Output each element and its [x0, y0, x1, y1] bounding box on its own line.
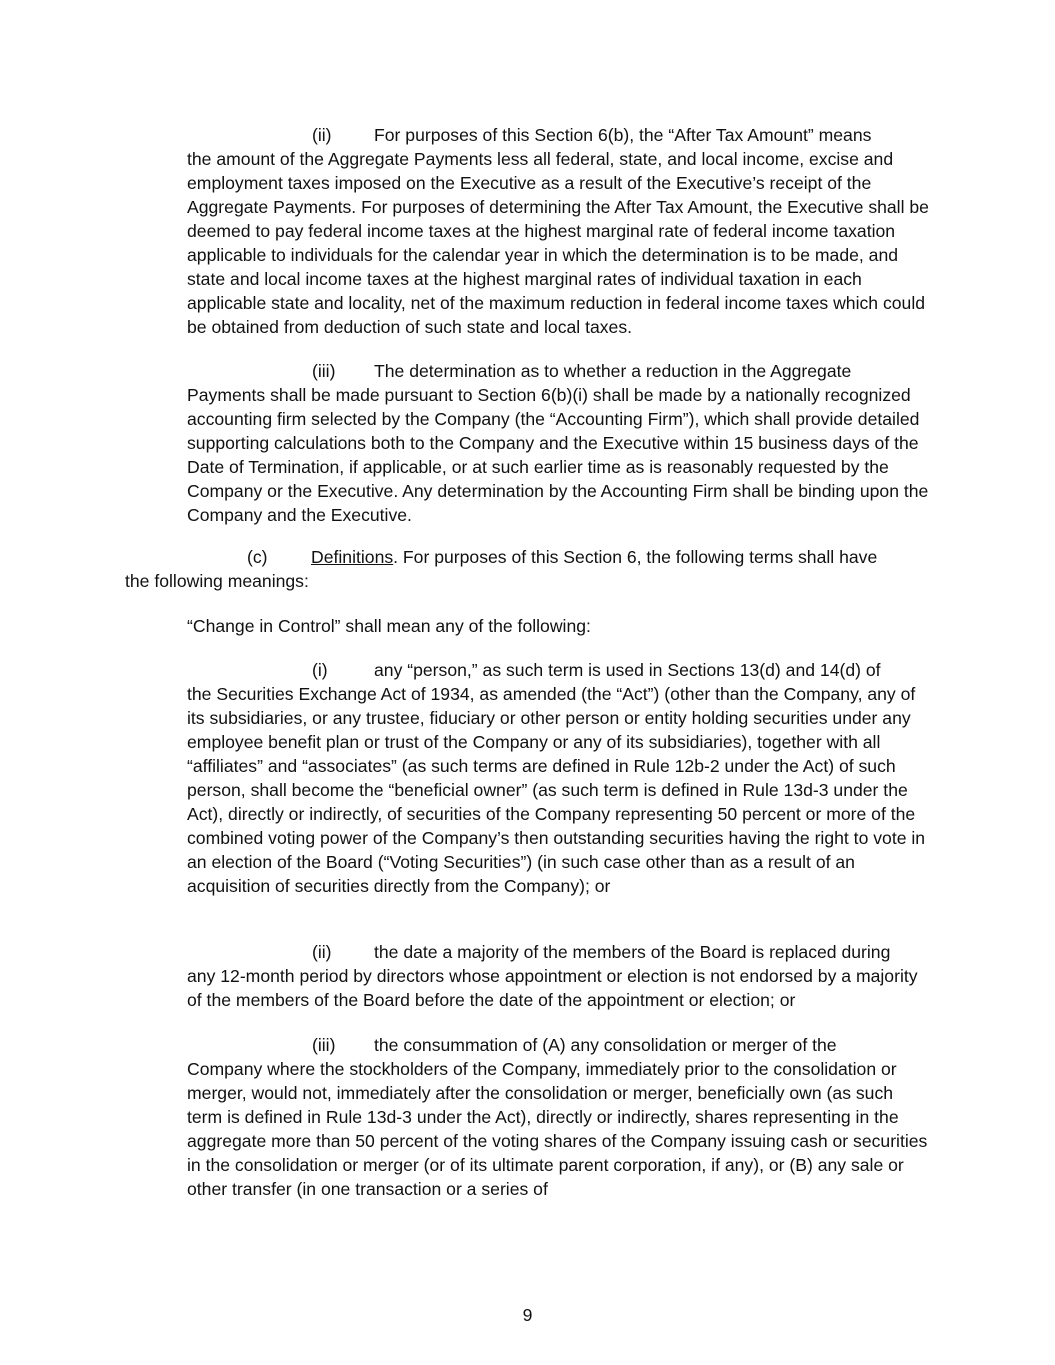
paragraph-label: (iii): [312, 1035, 336, 1055]
paragraph-consummation: [187, 1033, 932, 1201]
paragraph-first-line: the date a majority of the members of the Board is replaced during: [374, 942, 891, 962]
paragraph-definitions: [125, 545, 935, 593]
paragraph-body: the Securities Exchange Act of 1934, as amended (the “Act”) (other than the Company, any of its subsidiaries, or any trustee, fiduciary or other person or entity holding securities under any employee benefit plan or trust of the Company or any of its subsidiaries), together with all “affiliates” and “associates” (as such terms are defined in Rule 12b-2 under the Act) of such person, shall become the “beneficial owner” (as such term is defined in Rule 13d-3 under the Act), directly or indirectly, of securities of the Company representing 50 percent or more of the combined voting power of the Company’s then outstanding securities having the right to vote in an election of the Board (“Voting Securities”) (in such case other than as a result of an acquisition of securities directly from the Company); or: [187, 684, 926, 896]
paragraph-first-line: . For purposes of this Section 6, the following terms shall have: [393, 547, 878, 567]
paragraph-first-line: the consummation of (A) any consolidation or merger of the: [374, 1035, 837, 1055]
paragraph-label: (i): [312, 660, 328, 680]
page-number: 9: [522, 1305, 533, 1325]
paragraph-first-line: The determination as to whether a reduction in the Aggregate: [374, 361, 852, 381]
paragraph-body: the amount of the Aggregate Payments less all federal, state, and local income, excise and employment taxes imposed on the Executive as a result of the Executive’s receipt of the Aggregate Payments. For purposes of determining the After Tax Amount, the Executive shall be deemed to pay federal income taxes at the highest marginal rate of federal income taxation applicable to individuals for the calendar year in which the determination is to be made, and state and local income taxes at the highest marginal rates of individual taxation in each applicable state and locality, net of the maximum reduction in federal income taxes which could be obtained from deduction of such state and local taxes.: [187, 149, 929, 337]
paragraph-body: any 12-month period by directors whose appointment or election is not endorsed by a majority of the members of the Board before the date of the appointment or election; or: [187, 966, 918, 1010]
section-heading-definitions: Definitions: [311, 547, 394, 567]
paragraph-label: (iii): [312, 361, 336, 381]
paragraph-label: (c): [247, 547, 268, 567]
paragraph-after-tax-amount: [187, 123, 932, 339]
paragraph-change-in-control: [187, 614, 932, 638]
paragraph-first-line: any “person,” as such term is used in Sections 13(d) and 14(d) of: [374, 660, 881, 680]
paragraph-text: “Change in Control” shall mean any of the following:: [187, 616, 591, 636]
paragraph-label: (ii): [312, 942, 332, 962]
paragraph-body: Company where the stockholders of the Company, immediately prior to the consolidation or merger, would not, immediately after the consolidation or merger, beneficially own (as such term is defined in Rule 13d-3 under the Act), directly or indirectly, shares representing in the aggregate more than 50 percent of the voting shares of the Company issuing cash or securities in the consolidation or merger (or of its ultimate parent corporation, if any), or (B) any sale or other transfer (in one transaction or a series of: [187, 1059, 928, 1199]
paragraph-label: (ii): [312, 125, 332, 145]
paragraph-person: [187, 658, 932, 898]
paragraph-body: Payments shall be made pursuant to Section 6(b)(i) shall be made by a nationally recognized accounting firm selected by the Company (the “Accounting Firm”), which shall provide detailed supporting calculations both to the Company and the Executive within 15 business days of the Date of Termination, if applicable, or at such earlier time as is reasonably requested by the Company or the Executive. Any determination by the Accounting Firm shall be binding upon the Company and the Executive.: [187, 385, 929, 525]
paragraph-board-majority: [187, 940, 932, 1012]
paragraph-accounting-firm: [187, 359, 932, 527]
paragraph-first-line: For purposes of this Section 6(b), the “After Tax Amount” means: [374, 125, 872, 145]
paragraph-body: the following meanings:: [125, 571, 309, 591]
